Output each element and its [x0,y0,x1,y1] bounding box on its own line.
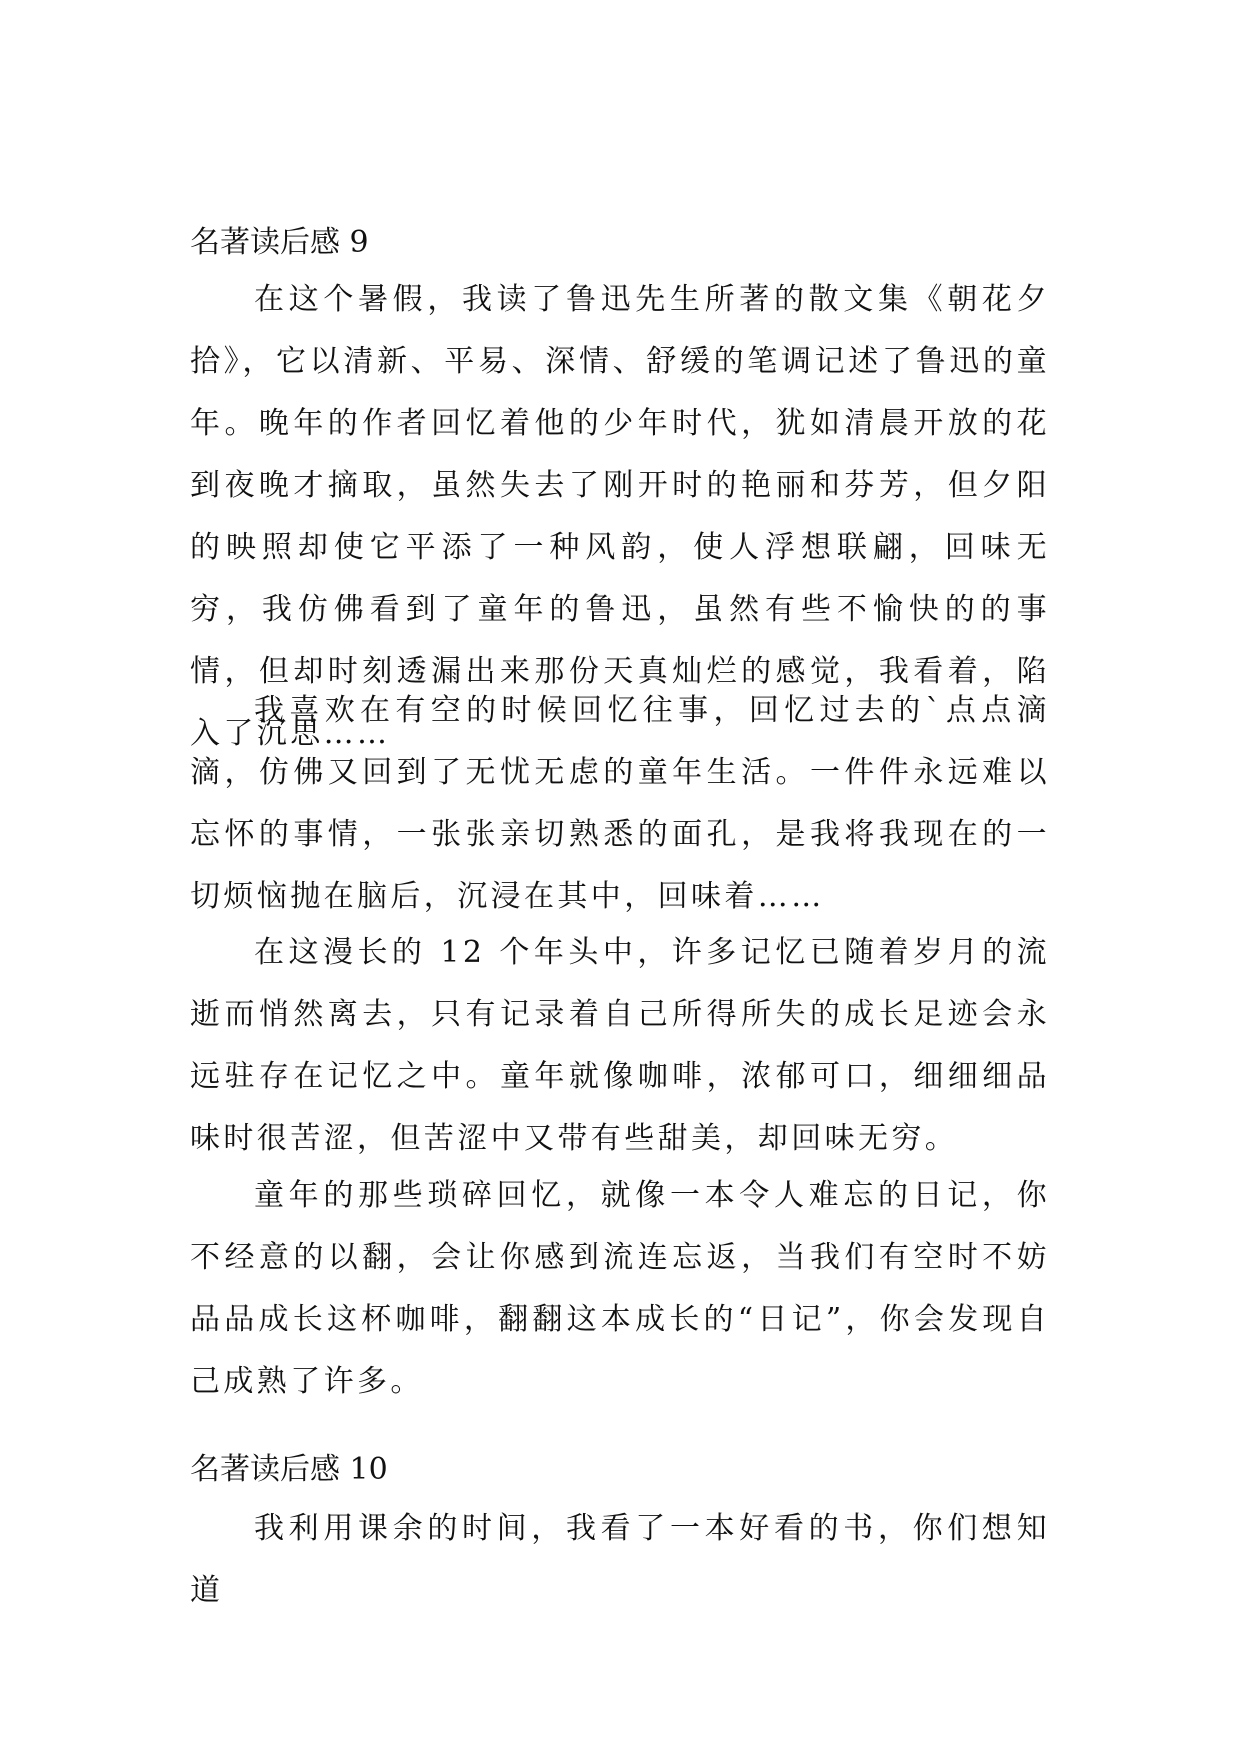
section-title: 名著读后感 9 [190,225,369,260]
paragraph: 童年的那些琐碎回忆，就像一本令人难忘的日记，你不经意的以翻，会让你感到流连忘返，当我们有空时不妨品品成长这杯咖啡，翻翻这本成长的“日记”，你会发现自己成熟了许多。 [190,1178,1050,1399]
paragraph: 我利用课余的时间，我看了一本好看的书，你们想知道 [190,1511,1050,1608]
paragraph: 我喜欢在有空的时候回忆往事，回忆过去的`点点滴滴，仿佛又回到了无忧无虑的童年生活。一件件永远难以忘怀的事情，一张张亲切熟悉的面孔，是我将我现在的一切烦恼抛在脑后，沉浸在其中，回味着…… [190,693,1050,914]
section-title: 名著读后感 10 [190,1452,388,1487]
paragraph: 在这漫长的 12 个年头中，许多记忆已随着岁月的流逝而悄然离去，只有记录着自己所得所失的成长足迹会永远驻存在记忆之中。童年就像咖啡，浓郁可口，细细细品味时很苦涩，但苦涩中又带有些甜美，却回味无穷。 [190,935,1050,1156]
paragraph: 在这个暑假，我读了鲁迅先生所著的散文集《朝花夕拾》，它以清新、平易、深情、舒缓的笔调记述了鲁迅的童年。晚年的作者回忆着他的少年时代，犹如清晨开放的花到夜晚才摘取，虽然失去了刚开时的艳丽和芬芳，但夕阳的映照却使它平添了一种风韵，使人浮想联翩，回味无穷，我仿佛看到了童年的鲁迅，虽然有些不愉快的的事情，但却时刻透漏出来那份天真灿烂的感觉，我看着，陷入了沉思…… [190,282,1050,751]
